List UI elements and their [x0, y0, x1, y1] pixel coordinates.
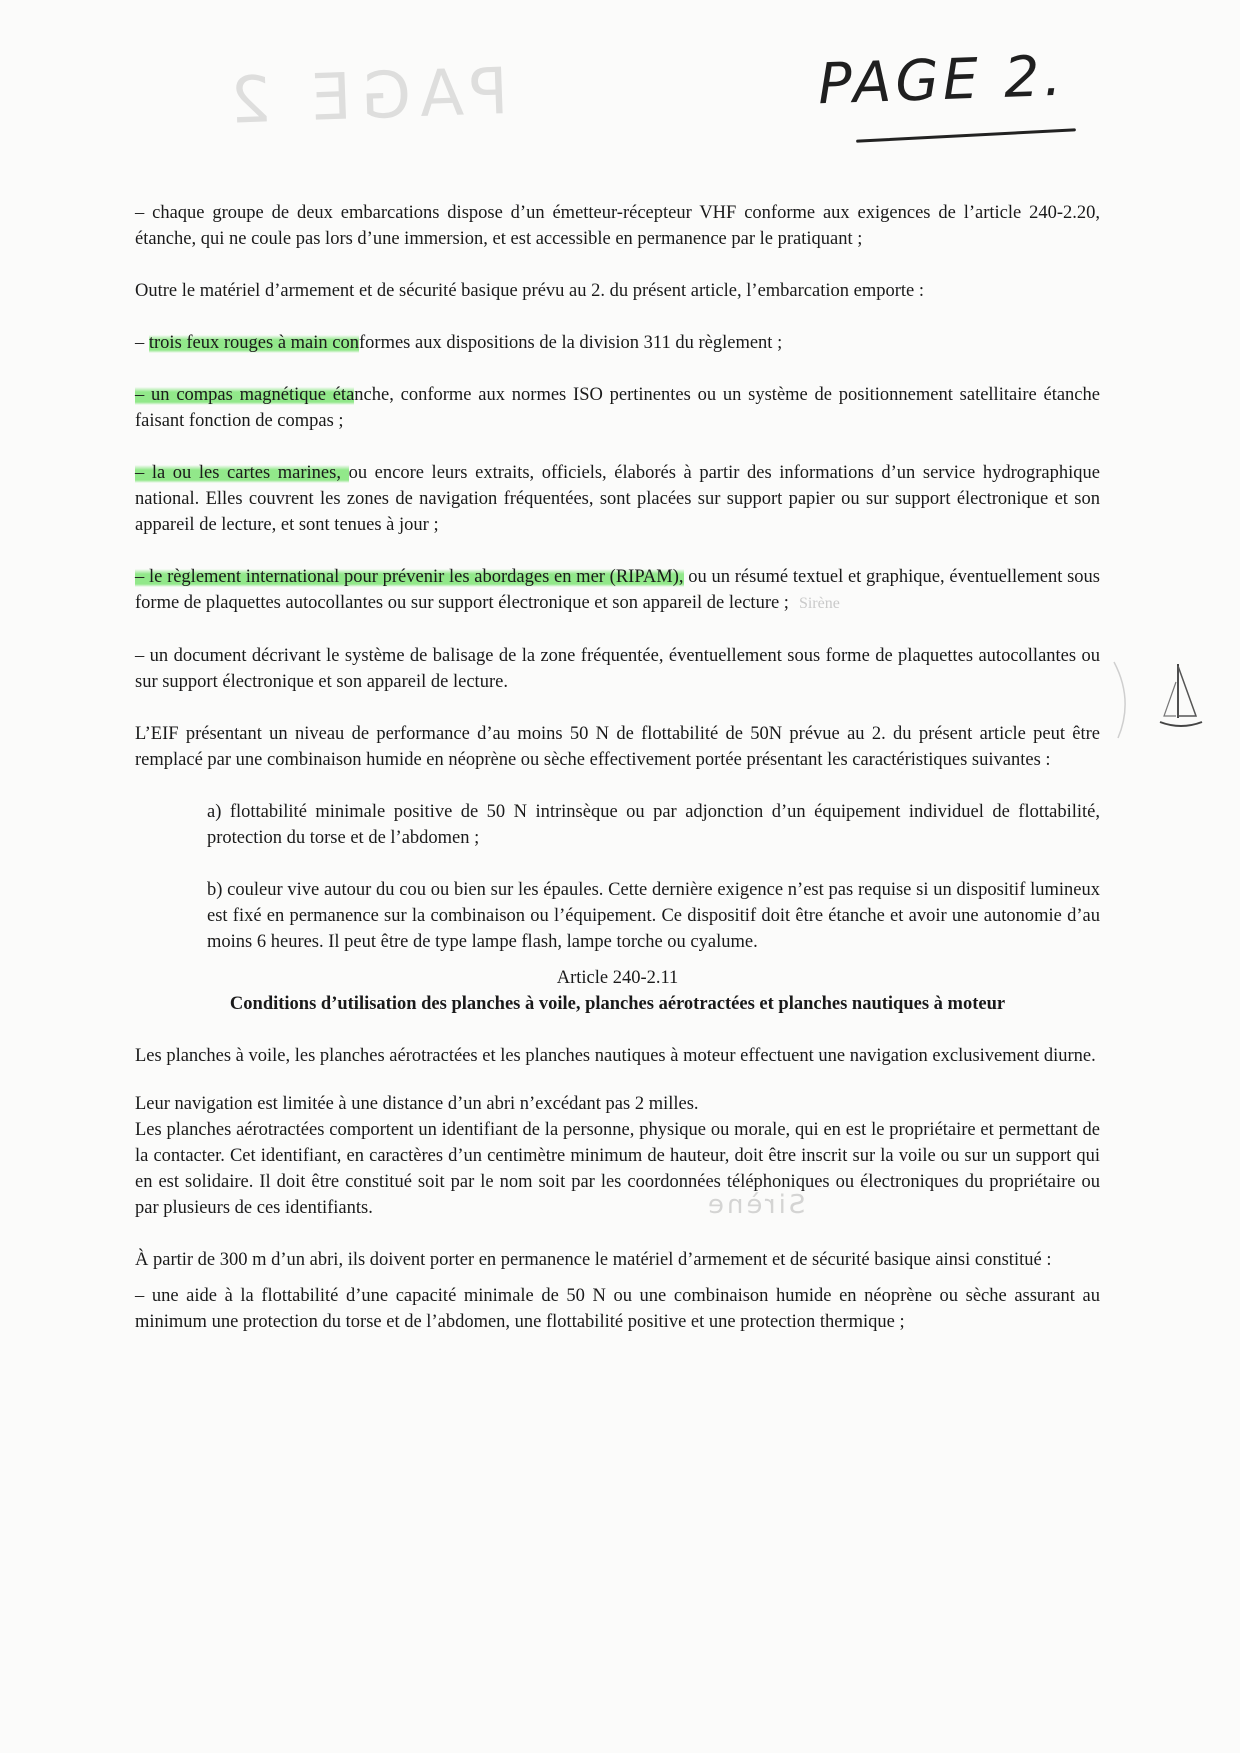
paragraph-identifier: Les planches aérotractées comportent un identifiant de la personne, physique ou morale, qui en est le propriétaire et permettant de la contacter. Cet identifiant, en caractères d’un centimètre minimum de hauteur, doit être inscrit sur la voile ou sur un support qui en est solidaire. Il doit être constitué soit par le nom soit par les coordonnées téléphoniques ou électroniques du propriétaire ou par plusieurs de ces identifiants.: [135, 1120, 1100, 1218]
list-item-b: b) couleur vive autour du cou ou bien sur les épaules. Cette dernière exigence n’est pas requise si un dispositif lumineux est fixé en permanence sur la combinaison ou l’équipement. Ce dispositif doit être étanche et avoir une autonomie d’au moins 6 heures. Il peut être de type lampe flash, lampe torche ou cyalume.: [207, 880, 1100, 952]
paragraph-vhf: – chaque groupe de deux embarcations dispose d’un émetteur-récepteur VHF conforme aux exigences de l’article 240-2.20, étanche, qui ne coule pas lors d’une immersion, et est accessible en permanence par le pratiquant ;: [135, 203, 1100, 249]
paragraph-buoyancy-aid: – une aide à la flottabilité d’une capacité minimale de 50 N ou une combinaison humide en néoprène ou sèche assurant au minimum une protection du torse et de l’abdomen, une flottabilité positive et une protection thermique ;: [135, 1286, 1100, 1332]
article-number: Article 240-2.11: [556, 968, 679, 988]
list-dash: –: [135, 333, 149, 353]
highlighted-text: – le règlement international pour prévenir les abordages en mer (RIPAM),: [135, 567, 684, 587]
paragraph-distance: Leur navigation est limitée à une distance d’un abri n’excédant pas 2 milles.: [135, 1094, 699, 1114]
paragraph-text: ou un résumé textuel et graphique, éventuellement sous forme de plaquettes autocollantes ou sur support électronique et son appareil de lecture ;: [135, 567, 1100, 613]
paragraph-buoyage: – un document décrivant le système de balisage de la zone fréquentée, éventuellement sous forme de plaquettes autocollantes ou sur support électronique et son appareil de lecture.: [135, 646, 1100, 692]
handwritten-page-label: [816, 43, 1078, 158]
highlighted-text: – la ou les cartes marines,: [135, 463, 349, 483]
sailboat-doodle-icon: [1156, 660, 1206, 740]
handwritten-page-text: PAGE 2.: [816, 43, 1067, 118]
paragraph-text: nche, conforme aux normes ISO pertinentes ou un système de positionnement satellitaire étanche faisant fonction de compas ;: [135, 385, 1100, 431]
paragraph-red-flares: [135, 330, 1100, 356]
highlighted-text: – un compas magnétique éta: [135, 385, 355, 405]
paragraph-text: ou encore leurs extraits, officiels, élaborés à partir des informations d’un service hydrographique national. Elles couvrent les zones de navigation fréquentées, sont placées sur support papier ou sur support électronique et son appareil de lecture, et sont tenues à jour ;: [135, 463, 1100, 535]
bleed-through-handwriting: PAGE 2: [218, 54, 510, 140]
paragraph-300m: À partir de 300 m d’un abri, ils doivent porter en permanence le matériel d’armement et de sécurité basique ainsi constitué :: [135, 1250, 1052, 1270]
paragraph-eif: L’EIF présentant un niveau de performance d’au moins 50 N de flottabilité de 50N prévue au 2. du présent article peut être remplacé par une combinaison humide en néoprène ou sèche effectivement portée présentant les caractéristiques suivantes :: [135, 724, 1100, 770]
paragraph-daytime: Les planches à voile, les planches aérotractées et les planches nautiques à moteur effectuent une navigation exclusivement diurne.: [135, 1046, 1096, 1066]
paragraph-text: formes aux dispositions de la division 311 du règlement ;: [359, 333, 783, 353]
paragraph-compass: [135, 382, 1100, 434]
paragraph-charts: [135, 460, 1100, 538]
list-item-a: a) flottabilité minimale positive de 50 N intrinsèque ou par adjonction d’un équipement individuel de flottabilité, protection du torse et de l’abdomen ;: [207, 802, 1100, 848]
paragraph-intro-equipment: Outre le matériel d’armement et de sécurité basique prévu au 2. du présent article, l’embarcation emporte :: [135, 281, 924, 301]
highlighted-text: trois feux rouges à main con: [148, 333, 359, 353]
document-body: [135, 200, 1100, 1335]
curve-mark: [1112, 660, 1134, 740]
bleed-through-word-bottom: Sirène: [705, 1190, 806, 1220]
article-title: Conditions d’utilisation des planches à voile, planches aérotractées et planches nautiques à moteur: [229, 994, 1006, 1014]
bleed-through-word: Sirène: [798, 595, 840, 612]
paragraph-ripam: [135, 564, 1100, 617]
handwritten-underline: [856, 128, 1076, 143]
